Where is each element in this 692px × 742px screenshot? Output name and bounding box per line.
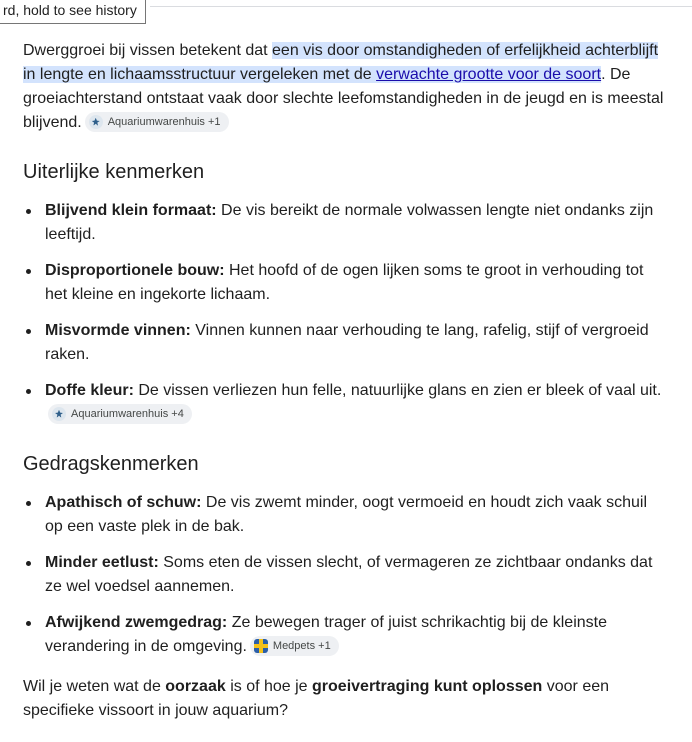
- item-text: De vis zwemt minder, oogt vermoeid en houdt zich vaak schuil op een vaste plek in de bak.: [45, 494, 647, 535]
- item-term: Misvormde vinnen:: [45, 322, 191, 339]
- outro-bold-cause: oorzaak: [165, 678, 226, 695]
- outro-bold-solution: groeivertraging kunt oplossen: [312, 678, 543, 695]
- behaviour-list: [23, 491, 669, 659]
- item-text: Soms eten de vissen slecht, of vermageren ze zichtbaar ondanks dat ze wel voedsel aannemen.: [45, 554, 653, 595]
- appearance-list: [23, 199, 669, 427]
- closing-question: [23, 675, 669, 723]
- item-term: Blijvend klein formaat:: [45, 202, 217, 219]
- item-term: Minder eetlust:: [45, 554, 159, 571]
- expected-size-link[interactable]: verwachte grootte voor de soort: [376, 66, 602, 83]
- highlight-text: een vis door omstandigheden of erfelijkheid achterblijft in lengte en lichaamsstructuur vergeleken met de: [23, 42, 659, 83]
- item-text: Het hoofd of de ogen lijken soms te groot in verhouding tot het kleine en ingekorte lichaam.: [45, 262, 644, 303]
- aquariumwarenhuis-logo-icon: [89, 115, 103, 129]
- item-text: De vis bereikt de normale volwassen lengte niet ondanks zijn leeftijd.: [45, 202, 654, 243]
- source-chip-label: Medpets +1: [272, 639, 331, 652]
- intro-lead: Dwerggroei bij vissen betekent dat: [23, 42, 273, 59]
- item-text: Ze bewegen trager of juist schrikachtig bij de kleinste verandering in de omgeving.: [45, 614, 607, 655]
- outro-text: Wil je weten wat de: [23, 678, 166, 695]
- top-divider: [150, 6, 692, 7]
- item-term: Afwijkend zwemgedrag:: [45, 614, 228, 631]
- aquariumwarenhuis-logo-icon: [52, 407, 66, 421]
- medpets-logo-icon: [254, 639, 268, 653]
- list-item: [23, 551, 669, 599]
- item-term: Disproportionele bouw:: [45, 262, 225, 279]
- outro-text: voor een specifieke vissoort in jouw aquarium?: [23, 678, 610, 719]
- outro-text: is of hoe je: [225, 678, 313, 695]
- source-chip-medpets[interactable]: [250, 636, 339, 656]
- item-text: De vissen verliezen hun felle, natuurlijke glans en zien er bleek of vaal uit.: [133, 382, 662, 399]
- item-term: Doffe kleur:: [45, 382, 134, 399]
- source-chip-aquariumwarenhuis[interactable]: [85, 112, 229, 132]
- list-item: [23, 491, 669, 539]
- item-text: Vinnen kunnen naar verhouding te lang, rafelig, stijf of vergroeid raken.: [45, 322, 649, 363]
- source-chip-aquariumwarenhuis[interactable]: [48, 404, 192, 424]
- intro-rest: . De groeiachterstand ontstaat vaak door slechte leefomstandigheden in de jeugd en is meestal blijvend.: [23, 66, 664, 131]
- list-item: [23, 611, 669, 659]
- item-term: Apathisch of schuw:: [45, 494, 202, 511]
- section-heading-behaviour: Gedragskenmerken: [23, 453, 199, 475]
- section-heading-appearance: Uiterlijke kenmerken: [23, 161, 205, 183]
- history-tooltip: rd, hold to see history: [0, 0, 146, 24]
- intro-paragraph: [23, 39, 669, 135]
- source-chip-label: Aquariumwarenhuis +4: [71, 407, 184, 420]
- list-item: [23, 259, 669, 307]
- source-chip-label: Aquariumwarenhuis +1: [107, 115, 221, 128]
- list-item: [23, 379, 669, 427]
- list-item: [23, 319, 669, 367]
- list-item: [23, 199, 669, 247]
- ai-overview-content: [23, 39, 669, 723]
